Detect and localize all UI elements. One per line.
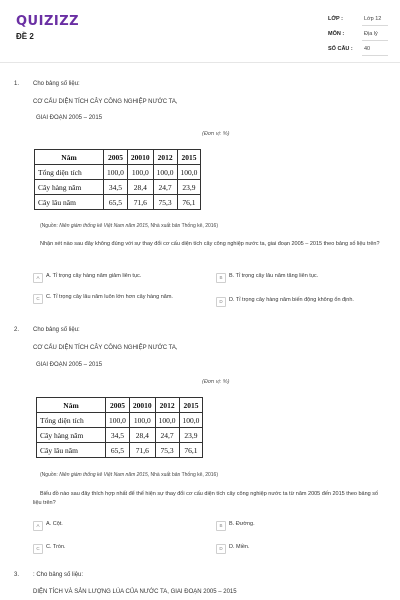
table-row [37, 413, 203, 428]
table-row [37, 428, 203, 443]
question-number: 3. [14, 572, 20, 578]
meta-value-subject: Địa lý [364, 31, 378, 37]
table-header-cell: 2005 [106, 398, 130, 413]
source-italic: Niên giám thống kê Việt Nam năm 2015, [59, 223, 150, 229]
table-header-cell: 2015 [177, 150, 201, 165]
table-cell: 24,7 [153, 180, 177, 195]
source-suffix: Nhà xuất bản Thống kê, 2016) [149, 472, 219, 478]
table-header-cell: 2015 [179, 398, 203, 413]
table-cell: Cây lâu năm [35, 195, 104, 210]
table-cell: 100,0 [127, 165, 153, 180]
table-header-cell: 2012 [155, 398, 179, 413]
table-cell: 100,0 [153, 165, 177, 180]
table-header-cell: 2005 [104, 150, 128, 165]
option-text: B. Tỉ trọng cây lâu năm tăng liên tục. [229, 273, 319, 279]
table-cell: Tổng diện tích [37, 413, 106, 428]
option-text: C. Tròn. [46, 544, 66, 550]
option-text: D. Miền. [229, 544, 250, 550]
option-text: B. Đường. [229, 521, 255, 527]
table-cell: 76,1 [179, 443, 203, 458]
source-prefix: (Nguồn: [40, 472, 60, 478]
table-cell: 100,0 [129, 413, 155, 428]
table-header-row [35, 150, 201, 165]
data-table [34, 149, 201, 210]
meta-value-count: 40 [364, 46, 371, 52]
table-cell: 100,0 [104, 165, 128, 180]
table-header-cell: 2012 [153, 150, 177, 165]
table-cell: 28,4 [129, 428, 155, 443]
table-unit: (Đơn vị: %) [202, 379, 230, 385]
table-cell: 100,0 [106, 413, 130, 428]
table-subtitle: GIAI ĐOẠN 2005 – 2015 [36, 115, 103, 121]
table-title: CƠ CẤU DIỆN TÍCH CÂY CÔNG NGHIỆP NƯỚC TA, [33, 345, 178, 351]
source-note [40, 472, 218, 478]
question-prompt: Nhận xét nào sau đây không đúng với sự thay đổi cơ cấu diện tích cây công nghiệp nước ta, giai đoạn 2005 – 2015 theo bảng số liệu trên? [40, 241, 380, 247]
table-header-cell: 20010 [129, 398, 155, 413]
table-cell: 28,4 [127, 180, 153, 195]
table-row [35, 180, 201, 195]
table-cell: 34,5 [104, 180, 128, 195]
option-letter-box: B [216, 521, 226, 531]
option-letter-box: B [216, 273, 226, 283]
table-header-cell: Năm [35, 150, 104, 165]
meta-label-subject: MÔN : [328, 31, 345, 37]
meta-value-class: Lớp 12 [364, 16, 382, 22]
source-suffix: Nhà xuất bản Thống kê, 2016) [149, 223, 219, 229]
table-cell: Cây lâu năm [37, 443, 106, 458]
table-cell: 71,6 [129, 443, 155, 458]
source-italic: Niên giám thống kê Việt Nam năm 2015, [59, 472, 150, 478]
meta-label-class: LỚP : [328, 16, 343, 22]
table-cell: 100,0 [177, 165, 201, 180]
data-table [36, 397, 203, 458]
table-header-cell: Năm [37, 398, 106, 413]
question-intro: Cho bảng số liệu: [33, 81, 80, 87]
source-note [40, 223, 218, 229]
question-intro: Cho bảng số liệu: [33, 327, 80, 333]
option-text: A. Tỉ trọng cây hàng năm giảm liên tục. [46, 273, 142, 279]
option-text: D. Tỉ trọng cây hàng năm biến động không ổn định. [229, 297, 354, 303]
meta-underline [362, 55, 388, 56]
table-cell: 75,3 [155, 443, 179, 458]
table-cell: Cây hàng năm [37, 428, 106, 443]
option-text: C. Tỉ trọng cây lâu năm luôn lớn hơn cây hàng năm. [46, 294, 173, 300]
table-cell: 24,7 [155, 428, 179, 443]
table-cell: 23,9 [177, 180, 201, 195]
source-prefix: (Nguồn: [40, 223, 60, 229]
table-cell: 76,1 [177, 195, 201, 210]
table-cell: 100,0 [155, 413, 179, 428]
table-cell: 23,9 [179, 428, 203, 443]
question-number: 1. [14, 81, 20, 87]
option-letter-box: D [216, 544, 226, 554]
table-cell: 34,5 [106, 428, 130, 443]
table-subtitle: GIAI ĐOẠN 2005 – 2015 [36, 362, 103, 368]
page-header [0, 0, 400, 63]
table-cell: Cây hàng năm [35, 180, 104, 195]
option-letter-box: D [216, 297, 226, 307]
quizizz-logo: QUIZIZZ [16, 14, 80, 29]
meta-label-count: SỐ CÂU : [328, 46, 353, 52]
table-header-row [37, 398, 203, 413]
table-cell: 75,3 [153, 195, 177, 210]
table-row [37, 443, 203, 458]
option-letter-box: C [33, 294, 43, 304]
table-row [35, 165, 201, 180]
table-title: CƠ CẤU DIỆN TÍCH CÂY CÔNG NGHIỆP NƯỚC TA, [33, 99, 178, 105]
table-cell: 100,0 [179, 413, 203, 428]
question-intro: : Cho bảng số liệu: [33, 572, 84, 578]
option-letter-box: C [33, 544, 43, 554]
option-letter-box: A [33, 521, 43, 531]
meta-underline [362, 40, 388, 41]
option-text: A. Cột. [46, 521, 63, 527]
question-prompt: Biểu đồ nào sau đây thích hợp nhất để thể hiện sự thay đổi cơ cấu diện tích cây công nghiệp nước ta từ năm 2005 đến 2015 theo bảng số liệu trên? [33, 491, 379, 506]
exam-title: ĐỀ 2 [16, 32, 34, 41]
table-cell: 71,6 [127, 195, 153, 210]
meta-underline [362, 25, 388, 26]
table-cell: 65,5 [106, 443, 130, 458]
table-unit: (Đơn vị: %) [202, 131, 230, 137]
table-row [35, 195, 201, 210]
table-header-cell: 20010 [127, 150, 153, 165]
question-number: 2. [14, 327, 20, 333]
table-title: DIỆN TÍCH VÀ SẢN LƯỢNG LÚA CỦA NƯỚC TA, GIAI ĐOẠN 2005 – 2015 [33, 589, 237, 595]
table-cell: 65,5 [104, 195, 128, 210]
table-cell: Tổng diện tích [35, 165, 104, 180]
option-letter-box: A [33, 273, 43, 283]
